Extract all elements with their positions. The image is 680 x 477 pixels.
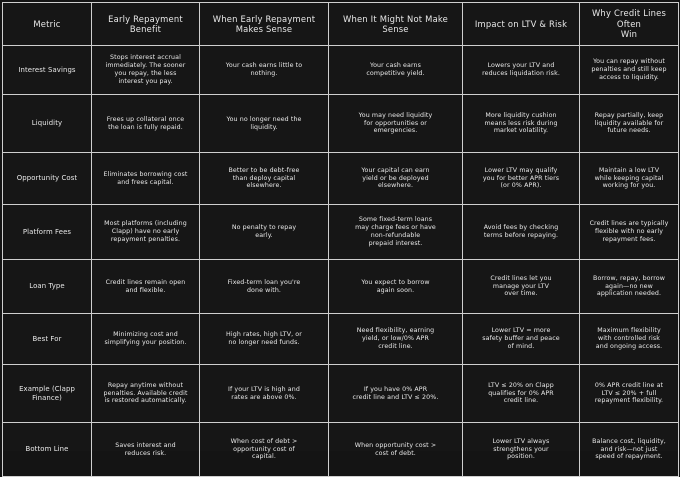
table-cell: Minimizing cost and simplifying your position. [92, 314, 200, 365]
table-cell: High rates, high LTV, or no longer need funds. [200, 314, 329, 365]
table-cell: 0% APR credit line at LTV ≤ 20% + full repayment flexibility. [580, 365, 679, 423]
header-why-credit-lines-win: Why Credit Lines Often Win [580, 3, 679, 46]
table-row [3, 314, 679, 365]
table-cell: Lower LTV = more safety buffer and peace of mind. [463, 314, 580, 365]
header-impact-ltv-risk: Impact on LTV & Risk [463, 3, 580, 46]
metric-cell: Platform Fees [3, 205, 92, 260]
table-cell: You may need liquidity for opportunities or emergencies. [329, 95, 463, 153]
header-metric: Metric [3, 3, 92, 46]
table-cell: Credit lines remain open and flexible. [92, 260, 200, 314]
table-cell: If your LTV is high and rates are above 0%. [200, 365, 329, 423]
table-cell: Better to be debt-free than deploy capital elsewhere. [200, 153, 329, 205]
table-cell: Frees up collateral once the loan is fully repaid. [92, 95, 200, 153]
table-row [3, 260, 679, 314]
table-cell: When cost of debt > opportunity cost of capital. [200, 423, 329, 477]
table-cell: Maximum flexibility with controlled risk and ongoing access. [580, 314, 679, 365]
table-row [3, 46, 679, 95]
table-cell: Lowers your LTV and reduces liquidation risk. [463, 46, 580, 95]
table-cell: Maintain a low LTV while keeping capital working for you. [580, 153, 679, 205]
table-cell: When opportunity cost > cost of debt. [329, 423, 463, 477]
header-when-not-make-sense: When It Might Not Make Sense [329, 3, 463, 46]
table-cell: Your cash earns little to nothing. [200, 46, 329, 95]
table-cell: Saves interest and reduces risk. [92, 423, 200, 477]
metric-cell: Interest Savings [3, 46, 92, 95]
table-row [3, 365, 679, 423]
table-cell: Lower LTV always strengthens your position. [463, 423, 580, 477]
table-cell: Lower LTV may qualify you for better APR tiers (or 0% APR). [463, 153, 580, 205]
comparison-board [2, 2, 678, 461]
table-cell: Eliminates borrowing cost and frees capital. [92, 153, 200, 205]
metric-cell: Liquidity [3, 95, 92, 153]
table-cell: LTV ≤ 20% on Clapp qualifies for 0% APR credit line. [463, 365, 580, 423]
header-row [3, 3, 679, 46]
metric-cell: Best For [3, 314, 92, 365]
table-row [3, 423, 679, 477]
table-cell: Balance cost, liquidity, and risk—not just speed of repayment. [580, 423, 679, 477]
table-cell: If you have 0% APR credit line and LTV ≤ 20%. [329, 365, 463, 423]
comparison-table [2, 2, 679, 477]
table-cell: Your capital can earn yield or be deployed elsewhere. [329, 153, 463, 205]
table-cell: Stops interest accrual immediately. The sooner you repay, the less interest you pay. [92, 46, 200, 95]
table-cell: You expect to borrow again soon. [329, 260, 463, 314]
table-cell: Credit lines let you manage your LTV over time. [463, 260, 580, 314]
table-cell: Need flexibility, earning yield, or low/0% APR credit line. [329, 314, 463, 365]
header-early-repayment-benefit: Early Repayment Benefit [92, 3, 200, 46]
metric-cell: Example (Clapp Finance) [3, 365, 92, 423]
table-cell: Some fixed-term loans may charge fees or have non-refundable prepaid interest. [329, 205, 463, 260]
metric-cell: Bottom Line [3, 423, 92, 477]
table-cell: Borrow, repay, borrow again—no new application needed. [580, 260, 679, 314]
table-cell: Fixed-term loan you're done with. [200, 260, 329, 314]
table-row [3, 95, 679, 153]
header-when-makes-sense: When Early Repayment Makes Sense [200, 3, 329, 46]
table-cell: You can repay without penalties and still keep access to liquidity. [580, 46, 679, 95]
table-cell: Avoid fees by checking terms before repaying. [463, 205, 580, 260]
table-row [3, 205, 679, 260]
table-cell: More liquidity cushion means less risk during market volatility. [463, 95, 580, 153]
table-cell: Repay partially, keep liquidity available for future needs. [580, 95, 679, 153]
metric-cell: Opportunity Cost [3, 153, 92, 205]
table-cell: Repay anytime without penalties. Available credit is restored automatically. [92, 365, 200, 423]
table-cell: Credit lines are typically flexible with no early repayment fees. [580, 205, 679, 260]
table-row [3, 153, 679, 205]
table-cell: Most platforms (including Clapp) have no early repayment penalties. [92, 205, 200, 260]
metric-cell: Loan Type [3, 260, 92, 314]
table-cell: You no longer need the liquidity. [200, 95, 329, 153]
table-cell: No penalty to repay early. [200, 205, 329, 260]
table-cell: Your cash earns competitive yield. [329, 46, 463, 95]
